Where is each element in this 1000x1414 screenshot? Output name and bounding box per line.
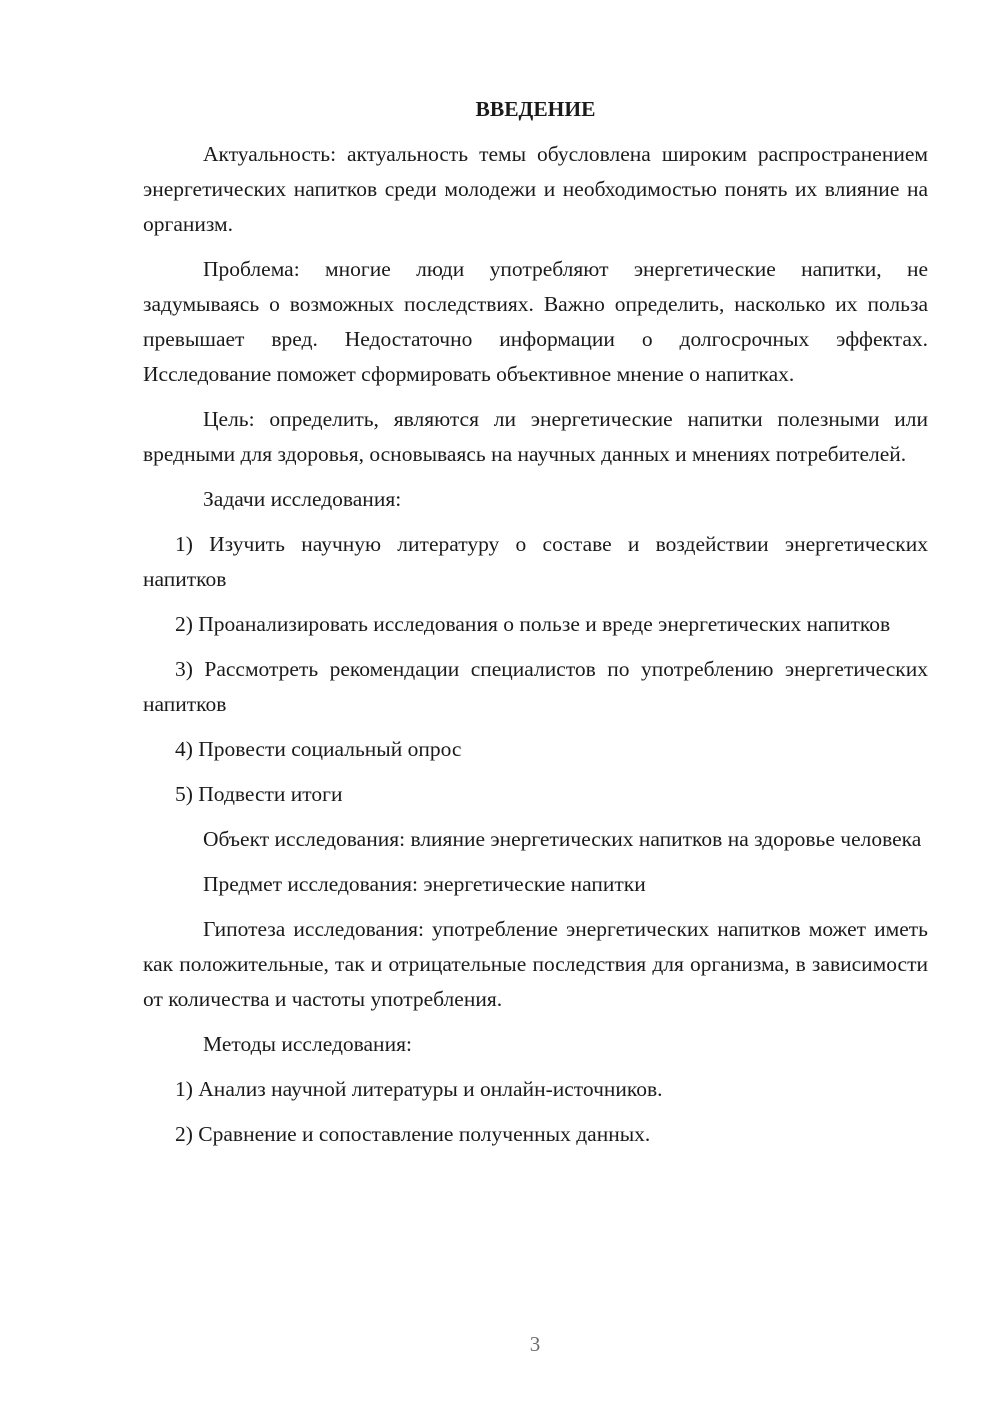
task-item-5: 5) Подвести итоги — [175, 782, 343, 806]
section-heading: ВВЕДЕНИЕ — [475, 97, 596, 121]
tasks-title: Задачи исследования: — [203, 487, 402, 511]
relevance-paragraph: Актуальность: актуальность темы обусловлена широким распространением энергетических напитков среди молодежи и необходимостью понять их влияние на организм. — [143, 142, 928, 236]
task-item-1: 1) Изучить научную литературу о составе и воздействии энергетических напитков — [143, 532, 928, 591]
methods-title: Методы исследования: — [203, 1032, 412, 1056]
method-item-1: 1) Анализ научной литературы и онлайн-источников. — [175, 1077, 663, 1101]
method-item-2: 2) Сравнение и сопоставление полученных данных. — [175, 1122, 651, 1146]
task-item-4: 4) Провести социальный опрос — [175, 737, 462, 761]
hypothesis-paragraph: Гипотеза исследования: употребление энергетических напитков может иметь как положительные, так и отрицательные последствия для организма, в зависимости от количества и частоты употребления. — [143, 917, 928, 1011]
task-item-2: 2) Проанализировать исследования о пользе и вреде энергетических напитков — [175, 612, 891, 636]
subject-paragraph: Предмет исследования: энергетические напитки — [203, 872, 646, 896]
problem-paragraph: Проблема: многие люди употребляют энергетические напитки, не задумываясь о возможных последствиях. Важно определить, насколько их польза превышает вред. Недостаточно информации о долгосрочных эффектах. Исследование поможет сформировать объективное мнение о напитках. — [143, 257, 928, 386]
goal-paragraph: Цель: определить, являются ли энергетические напитки полезными или вредными для здоровья, основываясь на научных данных и мнениях потребителей. — [143, 407, 928, 466]
page-number: 3 — [529, 1332, 541, 1356]
document-page — [143, 92, 928, 1162]
object-paragraph: Объект исследования: влияние энергетических напитков на здоровье человека — [203, 827, 922, 851]
task-item-3: 3) Рассмотреть рекомендации специалистов по употреблению энергетических напитков — [143, 657, 928, 716]
